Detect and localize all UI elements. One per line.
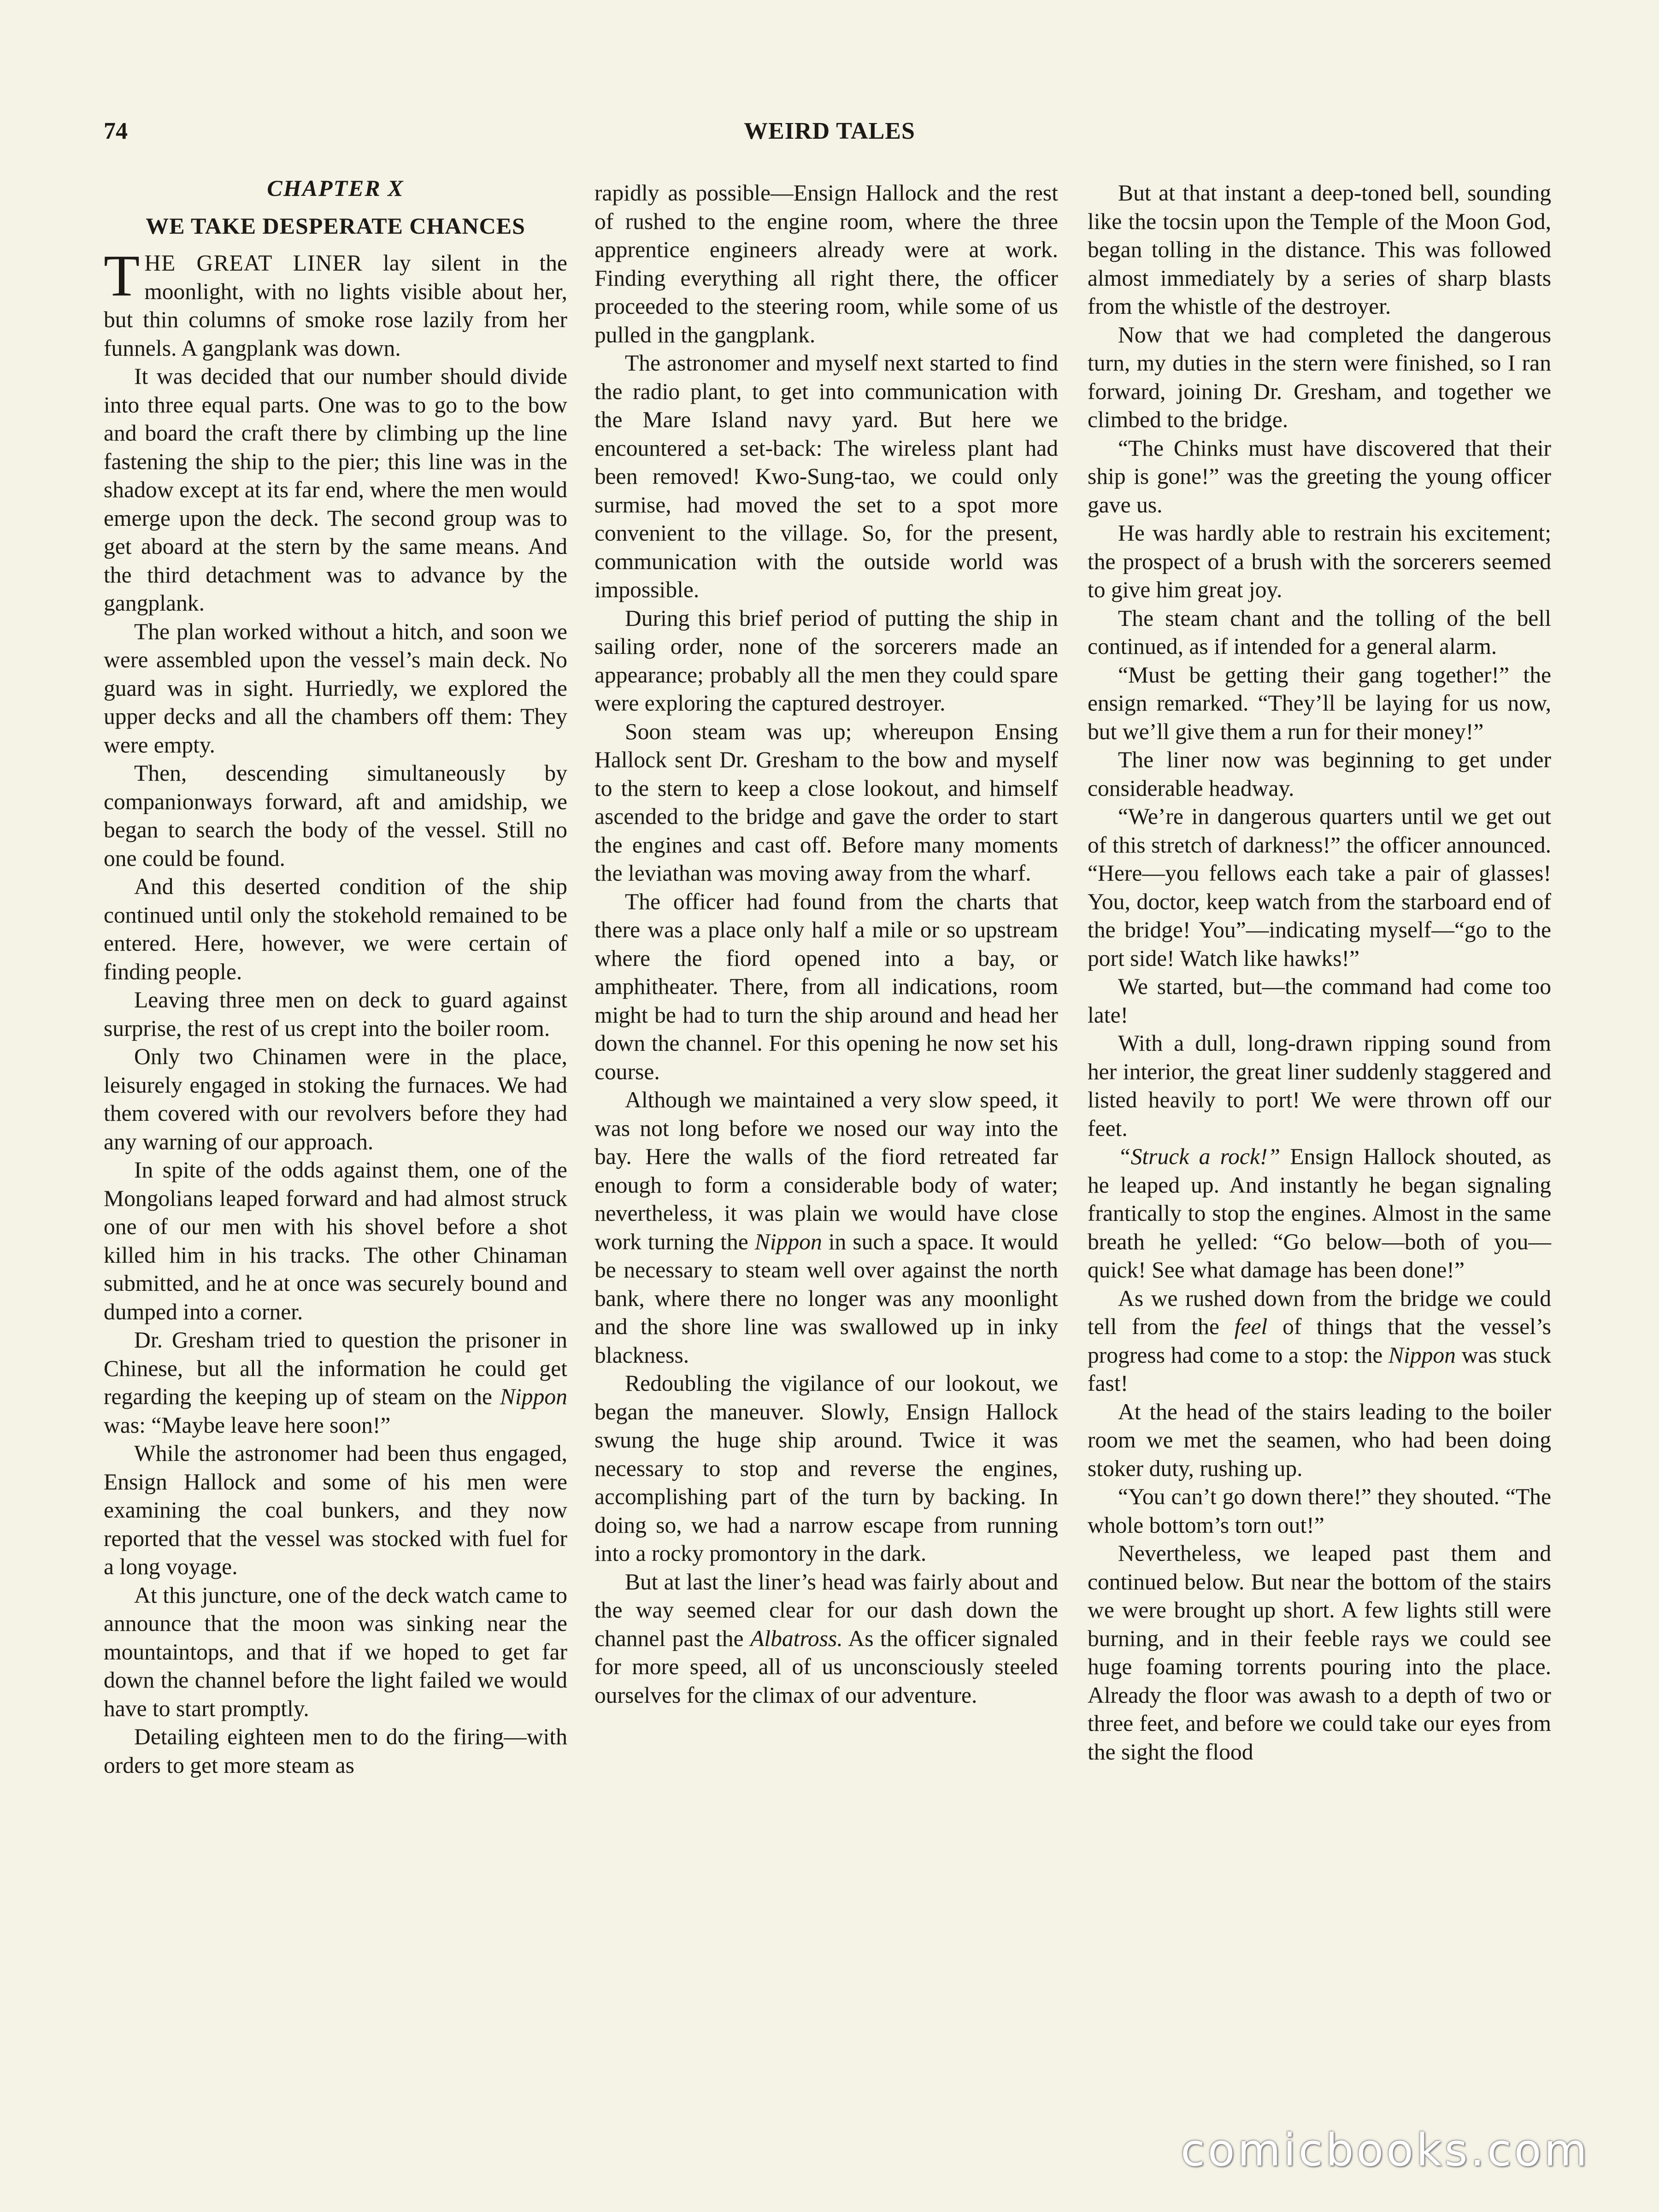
page-number: 74 xyxy=(104,118,128,144)
paragraph: Now that we had completed the dangerous turn, my duties in the stern were finished, so I ran forward, joining Dr. Gresham, and together we climbed to the bridge. xyxy=(1088,322,1551,432)
italic-word: feel xyxy=(1234,1314,1268,1339)
paragraph: The steam chant and the tolling of the bell continued, as if intended for a general alarm. xyxy=(1088,605,1551,659)
paragraph: Redoubling the vigilance of our lookout, we began the maneuver. Slowly, Ensign Hallock swung the huge ship around. Twice it was necessary to stop and reverse the engines, accomplishing part of the turn by backing. In doing so, we had a narrow escape from running into a rocky promontory in the dark. xyxy=(594,1371,1058,1566)
paragraph xyxy=(104,243,567,362)
paragraph: The plan worked without a hitch, and soon we were assembled upon the vessel’s main deck. No guard was in sight. Hurriedly, we explored the upper decks and all the chambers off them: They were empty. xyxy=(104,618,567,758)
ship-name: Nippon xyxy=(500,1384,567,1409)
paragraph: At the head of the stairs leading to the boiler room we met the seamen, who had been doing stoker duty, rushing up. xyxy=(1088,1399,1551,1481)
paragraph: Soon steam was up; whereupon Ensing Hallock sent Dr. Gresham to the bow and myself to the stern to keep a close lookout, and himself ascended to the bridge and gave the order to start the engines and cast off. Before many moments the leviathan was moving away from the wharf. xyxy=(594,718,1058,886)
paragraph-text: lay silent in the moonlight, with no lights visible about her, but thin columns of smoke rose lazily from her funnels. A gangplank was down. xyxy=(104,250,567,361)
ship-name: Nippon xyxy=(1388,1342,1456,1368)
paragraph-text: was: “Maybe leave here soon!” xyxy=(104,1412,391,1438)
paragraph: Detailing eighteen men to do the firing—with orders to get more steam as xyxy=(104,1724,567,1778)
paragraph: In spite of the odds against them, one of the Mongolians leaped forward and had almost struck one of our men with his shovel before a shot killed him in his tracks. The other Chinaman submitted, and he at once was securely bound and dumped into a corner. xyxy=(104,1157,567,1324)
paragraph-text: As we rushed down from the bridge we could tell from the xyxy=(1088,1285,1551,1339)
paragraph xyxy=(1088,1142,1551,1284)
paragraph: Leaving three men on deck to guard against surprise, the rest of us crept into the boiler room. xyxy=(104,987,567,1041)
chapter-label: CHAPTER X xyxy=(267,175,404,201)
italic-exclamation: “Struck a rock!” xyxy=(1118,1144,1281,1169)
paragraph-text: Although we maintained a very slow speed, it was not long before we nosed our way into the bay. Here the walls of the fiord retreated far enough to form a considerable body of water; nevertheless, it was plain we would have close work turning the xyxy=(594,1087,1058,1254)
paragraph: With a dull, long-drawn ripping sound from her interior, the great liner suddenly staggered and listed heavily to port! We were thrown off our feet. xyxy=(1088,1030,1551,1141)
paragraph-text: But at last the liner’s head was fairly about and the way seemed clear for our dash down the channel past the xyxy=(594,1569,1058,1651)
paragraph: The astronomer and myself next started to find the radio plant, to get into communication with the Mare Island navy yard. But here we encountered a set-back: The wireless plant had been removed! Kwo-Sung-tao, we could only surmise, had moved the set to a spot more convenient to the village. So, for the present, communication with the outside world was impossible. xyxy=(594,350,1058,602)
paragraph-text: As the officer signaled for more speed, all of us unconsciously steeled ourselves for the climax of our adventure. xyxy=(594,1625,1058,1708)
paragraph-text: Ensign Hallock shouted, as he leaped up. And instantly he began signaling frantically to stop the engines. Almost in the same breath he yelled: “Go below—both of you—quick! See what damage has been done!” xyxy=(1088,1144,1552,1282)
paragraph xyxy=(594,1086,1058,1369)
text-column-1 xyxy=(104,174,567,1779)
paragraph: Nevertheless, we leaped past them and continued below. But near the bottom of the stairs we were brought up short. A few lights still were burning, and in their feeble rays we could see huge foaming torrents pouring into the place. Already the floor was awash to a depth of two or three feet, and before we could take our eyes from the sight the flood xyxy=(1088,1541,1551,1765)
paragraph: He was hardly able to restrain his excitement; the prospect of a brush with the sorcerers seemed to give him great joy. xyxy=(1088,520,1551,602)
paragraph xyxy=(594,1568,1058,1710)
paragraph: While the astronomer had been thus engaged, Ensign Hallock and some of his men were examining the coal bunkers, and they now reported that the vessel was stocked with fuel for a long voyage. xyxy=(104,1441,567,1579)
watermark: comicbooks.com xyxy=(1180,2124,1590,2176)
paragraph-text: Dr. Gresham tried to question the prisoner in Chinese, but all the information he could get regarding the keeping up of steam on the xyxy=(104,1327,567,1409)
paragraph xyxy=(104,1326,567,1439)
paragraph: At this juncture, one of the deck watch came to announce that the moon was sinking near the mountaintops, and that if we hoped to get far down the channel before the light failed we would have to start promptly. xyxy=(104,1582,567,1721)
paragraph: “We’re in dangerous quarters until we get out of this stretch of darkness!” the officer announced. “Here—you fellows each take a pair of glasses! You, doctor, keep watch from the starboard end of the bridge! You”—indicating myself—“go to the port side! Watch like hawks!” xyxy=(1088,804,1551,971)
opening-smallcaps: HE GREAT LINER xyxy=(144,250,363,276)
paragraph: It was decided that our number should divide into three equal parts. One was to go to the bow and board the craft there by climbing up the line fastening the ship to the pier; this line was in the shadow except at its far end, where the men would emerge upon the deck. The second group was to get aboard at the stern by the same means. And the third detachment was to advance by the gangplank. xyxy=(104,364,567,616)
paragraph: rapidly as possible—Ensign Hallock and the rest of rushed to the engine room, where the three apprentice engineers already were at work. Finding everything all right there, the officer proceeded to the steering room, while some of us pulled in the gangplank. xyxy=(594,180,1058,347)
paragraph: “You can’t go down there!” they shouted. “The whole bottom’s torn out!” xyxy=(1088,1484,1551,1538)
text-column-2 xyxy=(594,179,1058,1709)
paragraph: “Must be getting their gang together!” the ensign remarked. “They’ll be laying for us now, but we’ll give them a run for their money!” xyxy=(1088,662,1551,744)
paragraph: But at that instant a deep-toned bell, sounding like the tocsin upon the Temple of the Moon God, began tolling in the distance. This was followed almost immediately by a series of sharp blasts from the whistle of the destroyer. xyxy=(1088,180,1551,319)
paragraph: During this brief period of putting the ship in sailing order, none of the sorcerers made an appearance; probably all the men they could spare were exploring the captured destroyer. xyxy=(594,605,1058,716)
paragraph-text: was stuck fast! xyxy=(1088,1342,1551,1396)
paragraph: Then, descending simultaneously by companionways forward, aft and amidship, we began to search the body of the vessel. Still no one could be found. xyxy=(104,760,567,871)
ship-name: Albatross. xyxy=(750,1625,843,1651)
drop-cap: T xyxy=(104,243,140,308)
paragraph-text: of things that the vessel’s progress had come to a stop: the xyxy=(1088,1314,1551,1368)
paragraph: Only two Chinamen were in the place, leisurely engaged in stoking the furnaces. We had them covered with our revolvers before they had any warning of our approach. xyxy=(104,1044,567,1154)
paragraph: And this deserted condition of the ship continued until only the stokehold remained to be entered. Here, however, we were certain of finding people. xyxy=(104,874,567,984)
chapter-title: WE TAKE DESPERATE CHANCES xyxy=(146,213,525,239)
paragraph: “The Chinks must have discovered that their ship is gone!” was the greeting the young officer gave us. xyxy=(1088,435,1551,518)
paragraph: We started, but—the command had come too late! xyxy=(1088,974,1551,1028)
paragraph xyxy=(1088,1284,1551,1398)
paragraph-text: in such a space. It would be necessary to steam well over against the north bank, where there no longer was any moonlight and the shore line was swallowed up in inky blackness. xyxy=(594,1229,1058,1368)
paragraph: The officer had found from the charts that there was a place only half a mile or so upstream where the fiord opened into a bay, or amphitheater. There, from all indications, room might be had to turn the ship around and head her down the channel. For this opening he now set his course. xyxy=(594,888,1058,1084)
paragraph: The liner now was beginning to get under considerable headway. xyxy=(1088,747,1551,801)
running-head: WEIRD TALES xyxy=(744,118,915,144)
ship-name: Nippon xyxy=(754,1229,822,1254)
text-column-3 xyxy=(1088,179,1551,1766)
